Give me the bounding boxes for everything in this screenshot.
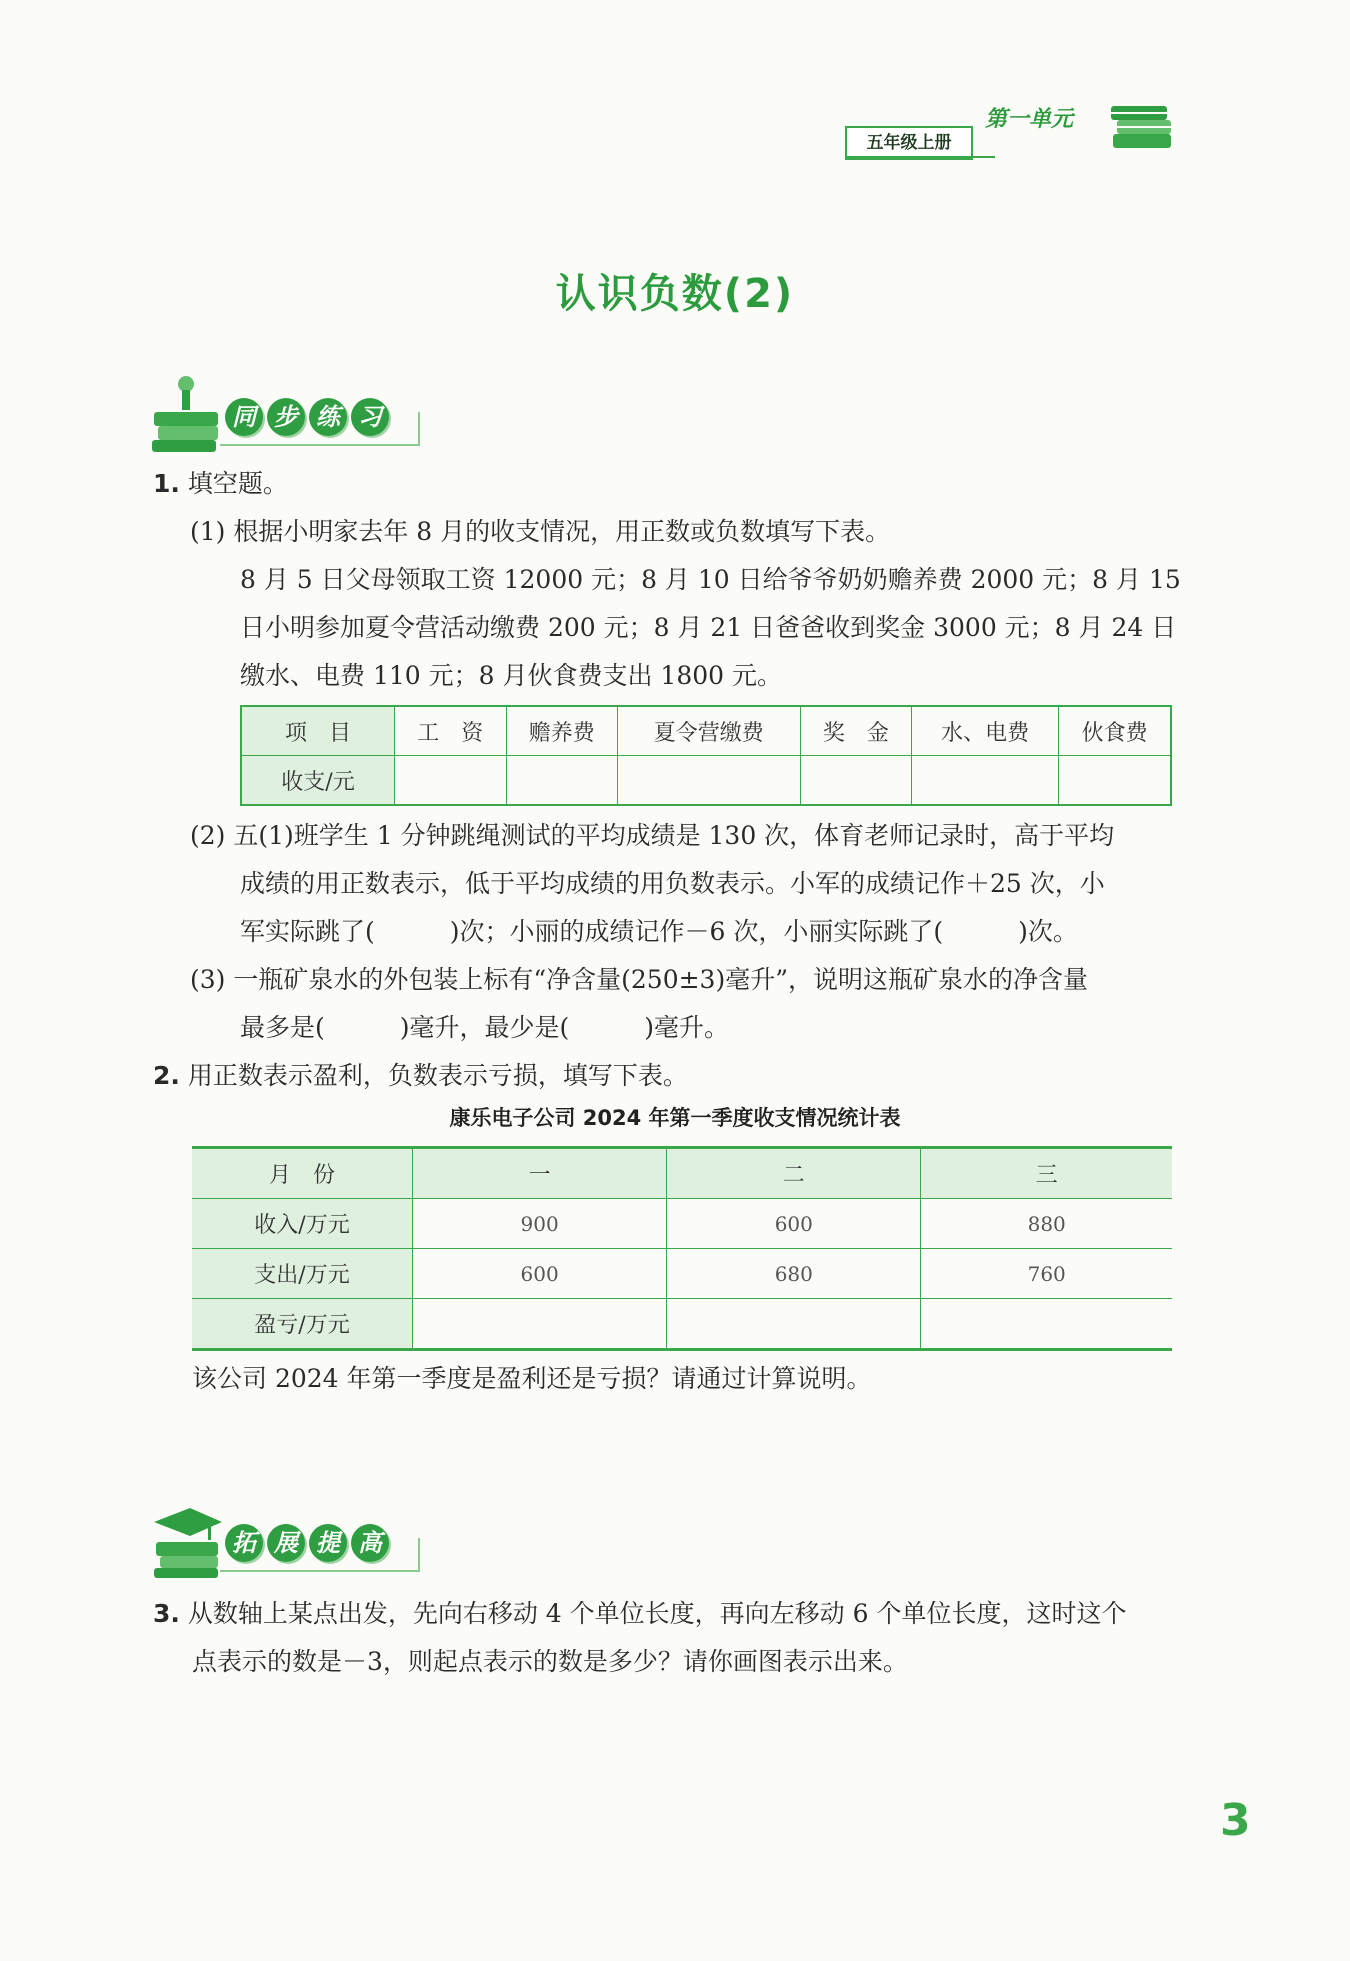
- answer-cell[interactable]: [506, 756, 618, 806]
- answer-cell[interactable]: [912, 756, 1059, 806]
- question-1: [153, 460, 288, 508]
- question-text: 从数轴上某点出发，先向右移动 4 个单位长度，再向左移动 6 个单位长度，这时这个: [187, 1599, 1127, 1628]
- books-icon: [1107, 98, 1179, 160]
- question-number: 3.: [153, 1599, 180, 1628]
- row-label: 盈亏/万元: [192, 1299, 413, 1350]
- section-char: 拓: [225, 1524, 263, 1562]
- q1-part1-label: (1) 根据小明家去年 8 月的收支情况，用正数或负数填写下表。: [190, 517, 891, 546]
- page-number: 3: [1220, 1795, 1251, 1846]
- table-cell: 760: [921, 1249, 1172, 1299]
- unit-label: 第一单元: [985, 107, 1074, 132]
- q1-part1-line: 8 月 5 日父母领取工资 12000 元；8 月 10 日给爷爷奶奶赡养费 2000 元；8 月 15: [240, 565, 1181, 594]
- answer-cell[interactable]: [667, 1299, 921, 1350]
- question-text: 用正数表示盈利，负数表示亏损，填写下表。: [187, 1061, 688, 1090]
- income-expense-table: [240, 705, 1172, 806]
- question-text: 填空题。: [187, 469, 288, 498]
- table-header: 工 资: [395, 706, 507, 756]
- table-header: 奖 金: [800, 706, 912, 756]
- section-rule: [418, 1538, 420, 1572]
- table-caption: 康乐电子公司 2024 年第一季度收支情况统计表: [449, 1106, 901, 1130]
- table-cell: 900: [413, 1199, 667, 1249]
- unit-badge: [845, 98, 1185, 178]
- section-char: 提: [309, 1524, 347, 1562]
- table-header: 一: [413, 1148, 667, 1199]
- section-char: 练: [309, 398, 347, 436]
- answer-cell[interactable]: [413, 1299, 667, 1350]
- graduation-cap-icon: [150, 1500, 222, 1580]
- section-char: 同: [225, 398, 263, 436]
- section-rule: [220, 1570, 420, 1572]
- answer-cell[interactable]: [1059, 756, 1171, 806]
- row-label: 收支/元: [241, 756, 395, 806]
- section-char: 展: [267, 1524, 305, 1562]
- quarterly-table: [192, 1146, 1172, 1351]
- table-header: 三: [921, 1148, 1172, 1199]
- table-cell: 680: [667, 1249, 921, 1299]
- table-header: 月 份: [192, 1148, 413, 1199]
- section-rule: [220, 444, 420, 446]
- section-extension: [150, 1496, 450, 1586]
- q1-part2-line: 军实际跳了( )次；小丽的成绩记作－6 次，小丽实际跳了( )次。: [240, 917, 1078, 946]
- question-2: [153, 1052, 688, 1100]
- table-cell: 600: [413, 1249, 667, 1299]
- table-header: 二: [667, 1148, 921, 1199]
- q3-line: 点表示的数是－3，则起点表示的数是多少？请你画图表示出来。: [192, 1647, 908, 1676]
- q2-question: 该公司 2024 年第一季度是盈利还是亏损？请通过计算说明。: [192, 1364, 872, 1393]
- answer-cell[interactable]: [618, 756, 801, 806]
- answer-cell[interactable]: [800, 756, 912, 806]
- section-char: 高: [351, 1524, 389, 1562]
- table-header: 赡养费: [506, 706, 618, 756]
- section-char: 习: [351, 398, 389, 436]
- table-header: 项 目: [241, 706, 395, 756]
- lamp-books-icon: [150, 374, 222, 454]
- table-row: [192, 1199, 1172, 1249]
- q1-part3-line: (3) 一瓶矿泉水的外包装上标有“净含量(250±3)毫升”，说明这瓶矿泉水的净含量: [190, 965, 1089, 994]
- question-number: 2.: [153, 1061, 180, 1090]
- table-header: 水、电费: [912, 706, 1059, 756]
- table-row: [192, 1249, 1172, 1299]
- table-cell: 880: [921, 1199, 1172, 1249]
- q1-part2-line: 成绩的用正数表示，低于平均成绩的用负数表示。小军的成绩记作＋25 次，小: [240, 869, 1105, 898]
- answer-cell[interactable]: [921, 1299, 1172, 1350]
- q1-part1-line: 缴水、电费 110 元；8 月伙食费支出 1800 元。: [240, 661, 782, 690]
- grade-label: 五年级上册: [845, 126, 973, 160]
- badge-underline: [845, 156, 995, 158]
- table-row: [192, 1299, 1172, 1350]
- table-cell: 600: [667, 1199, 921, 1249]
- q1-part3-line: 最多是( )毫升，最少是( )毫升。: [240, 1013, 730, 1042]
- q1-part1-line: 日小明参加夏令营活动缴费 200 元；8 月 21 日爸爸收到奖金 3000 元；8 月 24 日: [240, 613, 1177, 642]
- answer-cell[interactable]: [395, 756, 507, 806]
- q1-part2-line: (2) 五(1)班学生 1 分钟跳绳测试的平均成绩是 130 次，体育老师记录时，高于平均: [190, 821, 1115, 850]
- table-header: 夏令营缴费: [618, 706, 801, 756]
- section-practice: [150, 370, 450, 460]
- section-char: 步: [267, 398, 305, 436]
- page-title: 认识负数(2): [555, 271, 795, 317]
- section-rule: [418, 412, 420, 446]
- row-label: 收入/万元: [192, 1199, 413, 1249]
- row-label: 支出/万元: [192, 1249, 413, 1299]
- table-header: 伙食费: [1059, 706, 1171, 756]
- question-number: 1.: [153, 469, 180, 498]
- question-3: [153, 1590, 1126, 1638]
